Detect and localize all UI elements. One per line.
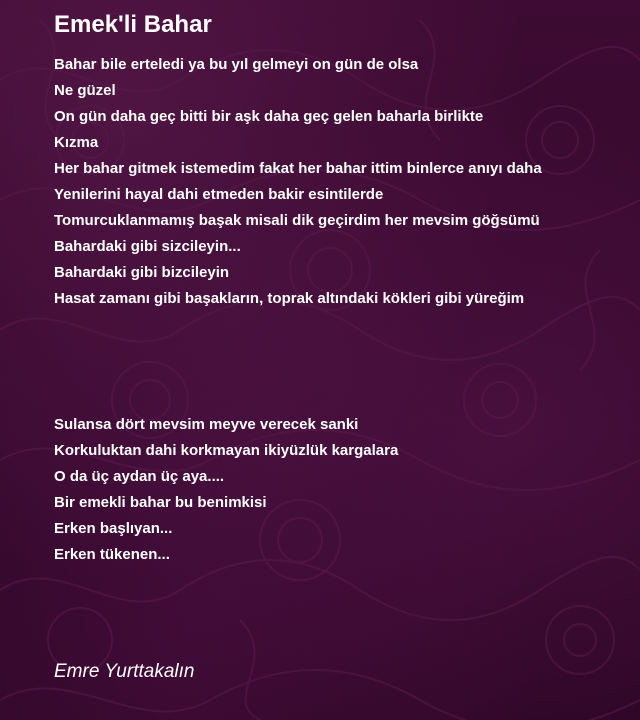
poem-line: Her bahar gitmek istemedim fakat her bahar ittim binlerce anıyı daha: [54, 160, 542, 177]
poem-stanza-2: [54, 412, 398, 568]
poem-line: Korkuluktan dahi korkmayan ikiyüzlük kargalara: [54, 442, 399, 459]
poem-line: On gün daha geç bitti bir aşk daha geç gelen baharla birlikte: [54, 108, 484, 125]
poem-line: O da üç aydan üç aya....: [54, 468, 225, 485]
poem-stanza-1: [54, 52, 542, 312]
poem-line: Erken başlıyan...: [54, 520, 173, 537]
poem-line: Hasat zamanı gibi başakların, toprak altındaki kökleri gibi yüreğim: [54, 290, 525, 307]
poem-line: Kızma: [54, 134, 99, 151]
poem-line: Yenilerini hayal dahi etmeden bakir esintilerde: [54, 186, 384, 203]
poem-line: Bahardaki gibi sizcileyin...: [54, 238, 241, 255]
poem-line: Bahar bile erteledi ya bu yıl gelmeyi on gün de olsa: [54, 56, 419, 73]
poem-line: Sulansa dört mevsim meyve verecek sanki: [54, 416, 359, 433]
poem-line: Ne güzel: [54, 82, 116, 99]
poem-title: Emek'li Bahar: [54, 11, 212, 38]
poem-line: Bir emekli bahar bu benimkisi: [54, 494, 267, 511]
poem-line: Erken tükenen...: [54, 546, 170, 563]
poem-author: Emre Yurttakalın: [54, 661, 195, 682]
poem-line: Bahardaki gibi bizcileyin: [54, 264, 230, 281]
poem-line: Tomurcuklanmamış başak misali dik geçirdim her mevsim göğsümü: [54, 212, 540, 229]
